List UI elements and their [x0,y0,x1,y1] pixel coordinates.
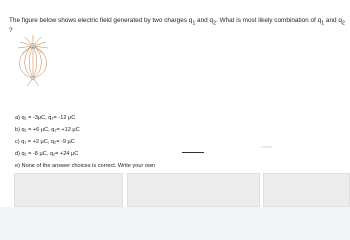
subscript-3: 1 [321,20,325,27]
choice-letter: a) [15,115,20,121]
choice-letter: e) [15,163,20,169]
electric-field-figure [12,34,54,88]
choice-d[interactable] [15,151,78,157]
choice-text: q₁ = +2 μC, q₂= -9 μC [21,139,75,145]
choice-text: q₁ = -8 μC, q₂= +24 μC [21,151,79,157]
subscript-1: 1 [192,20,196,27]
faint-text: ...nment [258,144,273,149]
answer-box-left[interactable] [14,173,123,207]
choice-letter: d) [15,151,20,157]
choice-c[interactable] [15,139,75,145]
write-your-own-blank[interactable] [182,152,204,153]
question-mid: and q [195,17,214,24]
question-prefix: The figure below shows electric field generated by two charges q [9,17,193,24]
question-suffix: . What is most likely combination of q [216,17,322,24]
question-text [9,17,347,35]
choice-b[interactable] [15,127,80,133]
choice-letter: b) [15,127,20,133]
subscript-2: 2 [213,20,217,27]
choice-text: None of the answer choices is correct. Write your own [21,163,156,169]
answer-box-middle[interactable] [127,173,260,207]
question-and: and q [324,17,342,24]
question-end: ? [9,27,13,35]
choice-a[interactable] [15,115,75,121]
choice-text: q₁ = +6 μC, q₂= +12 μC [21,127,80,133]
choice-text: q₁ = -3μC, q₂= -12 μC [21,115,76,121]
choice-letter: c) [15,139,20,145]
answer-box-right[interactable] [263,173,350,207]
choice-e[interactable] [15,163,155,169]
charge-q2 [31,76,34,79]
charge-label: q [32,45,34,49]
subscript-4: 2 [341,20,345,27]
